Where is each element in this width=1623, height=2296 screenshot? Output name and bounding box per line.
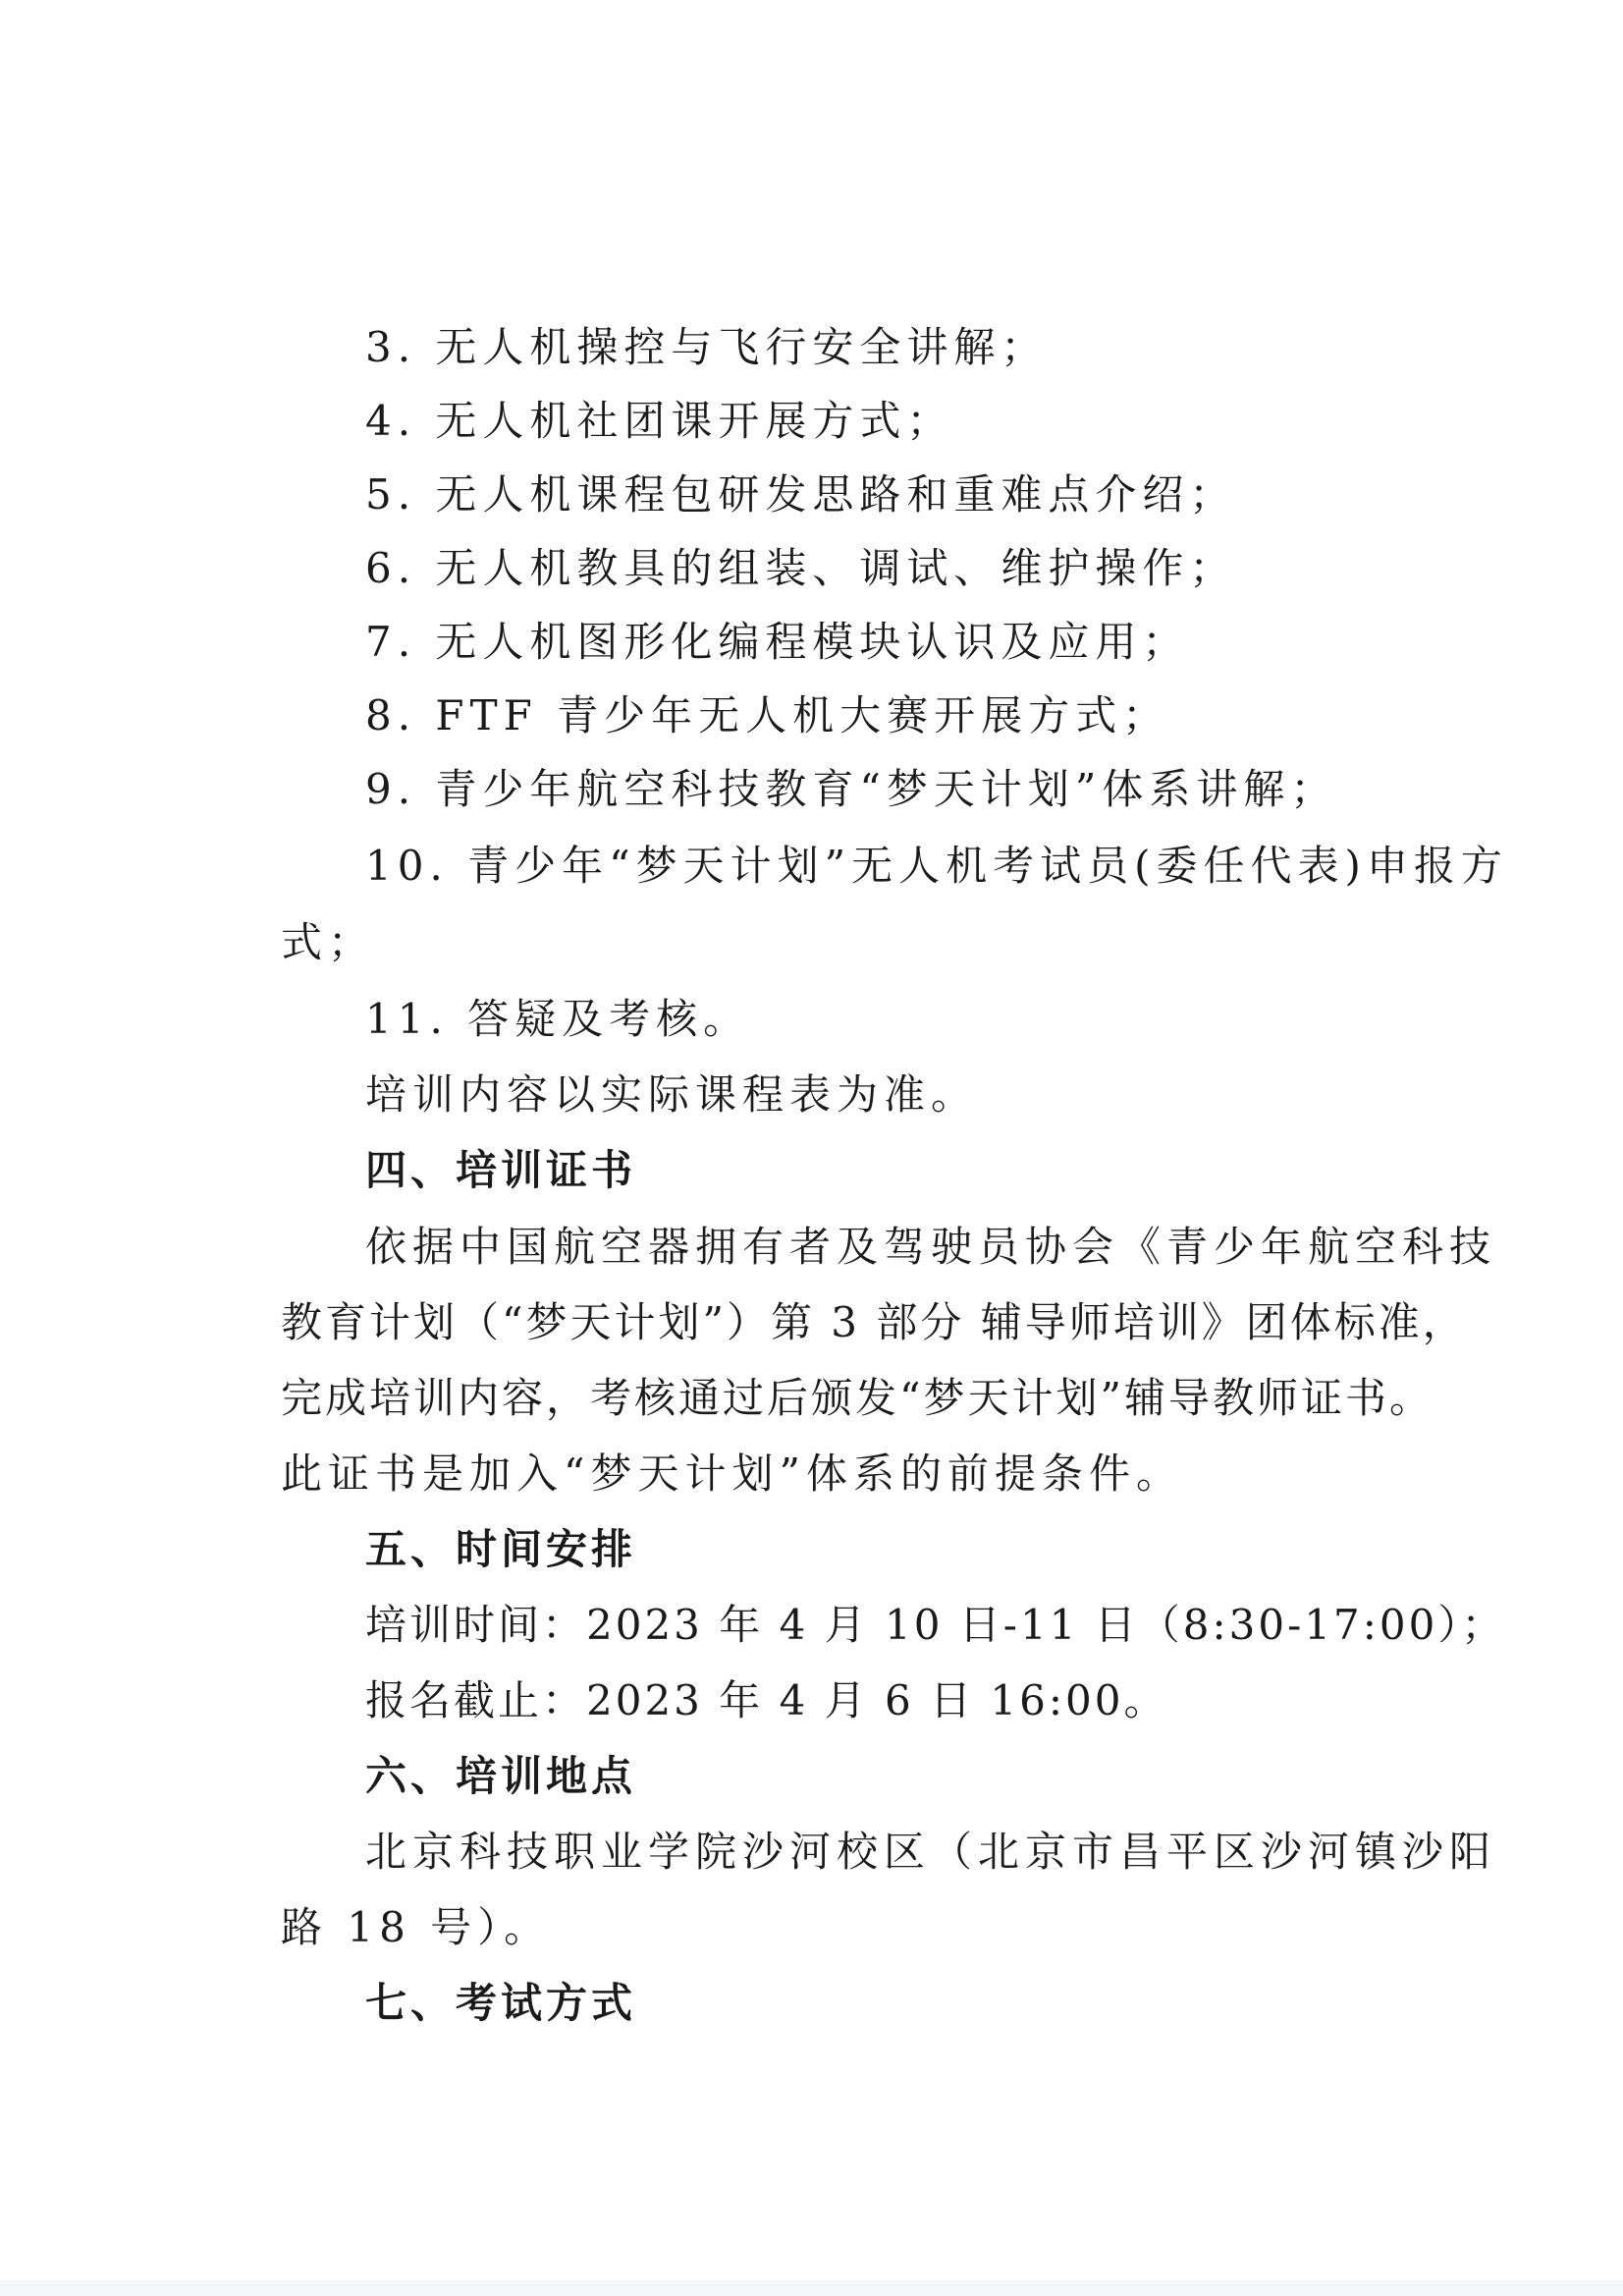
- training-time: 培训时间：2023 年 4 月 10 日-11 日（8:30-17:00）；: [365, 1601, 1506, 1649]
- registration-deadline: 报名截止：2023 年 4 月 6 日 16:00。: [365, 1676, 1168, 1724]
- list-item-11: 11. 答疑及考核。: [365, 995, 751, 1043]
- list-item-9: 9. 青少年航空科技教育“梦天计划”体系讲解；: [365, 765, 1338, 813]
- location-line: 北京科技职业学院沙河校区（北京市昌平区沙河镇沙阳: [365, 1828, 1497, 1876]
- list-item-7: 7. 无人机图形化编程模块认识及应用；: [365, 618, 1190, 666]
- section-heading-schedule: 五、时间安排: [365, 1525, 637, 1573]
- section-heading-certificate: 四、培训证书: [365, 1146, 637, 1194]
- list-item-10: 10. 青少年“梦天计划”无人机考试员(委任代表)申报方: [365, 842, 1508, 890]
- section-heading-location: 六、培训地点: [365, 1752, 637, 1800]
- list-item-8: 8. FTF 青少年无人机大赛开展方式；: [365, 691, 1170, 739]
- content-note: 培训内容以实际课程表为准。: [365, 1070, 979, 1119]
- list-item-4: 4. 无人机社团课开展方式；: [365, 397, 954, 445]
- list-item-5: 5. 无人机课程包研发思路和重难点介绍；: [365, 470, 1237, 519]
- certificate-paragraph-line: 教育计划（“梦天计划”）第 3 部分 辅导师培训》团体标准，: [281, 1298, 1467, 1346]
- list-item-3: 3. 无人机操控与飞行安全讲解；: [365, 323, 1049, 371]
- certificate-paragraph-line: 此证书是加入“梦天计划”体系的前提条件。: [281, 1449, 1183, 1498]
- list-item-6: 6. 无人机教具的组装、调试、维护操作；: [365, 544, 1237, 592]
- certificate-paragraph-line: 完成培训内容，考核通过后颁发“梦天计划”辅导教师证书。: [281, 1374, 1434, 1422]
- certificate-paragraph-line: 依据中国航空器拥有者及驾驶员协会《青少年航空科技: [365, 1223, 1497, 1271]
- list-item-10-continued: 式；: [281, 918, 376, 966]
- scan-edge: [0, 2280, 1623, 2296]
- location-line: 路 18 号）。: [281, 1903, 552, 1951]
- section-heading-exam: 七、考试方式: [365, 1979, 637, 2027]
